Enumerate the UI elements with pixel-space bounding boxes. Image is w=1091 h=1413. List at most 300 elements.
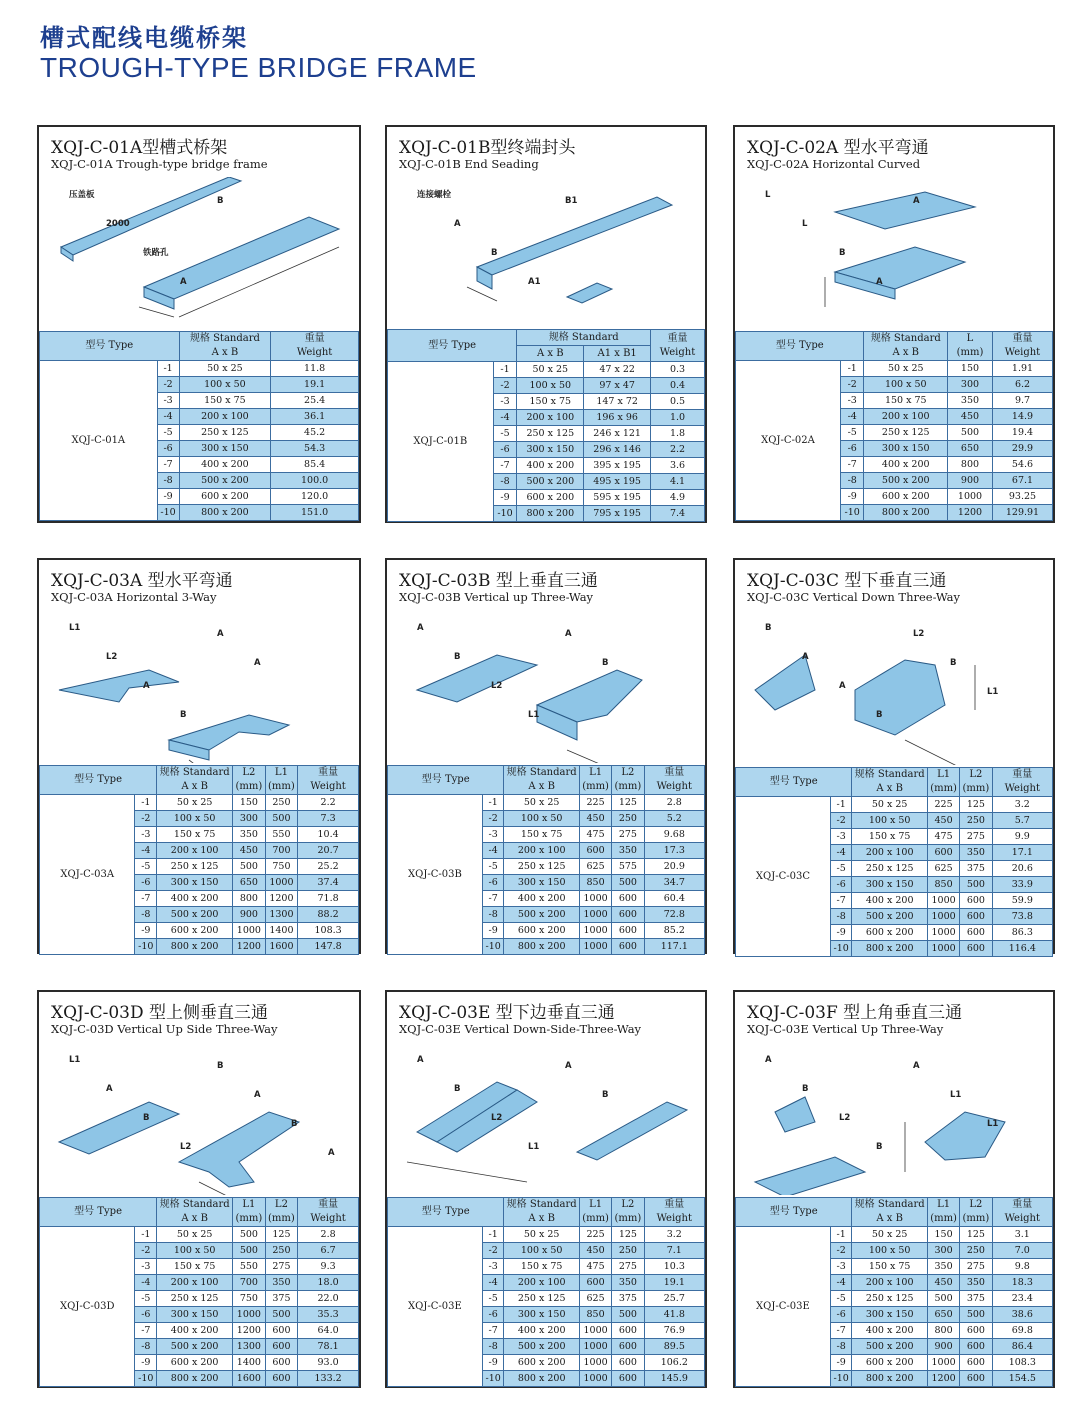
size-axb: 500 x 200 (157, 1339, 233, 1355)
header-l2-label: L2 (621, 1199, 635, 1210)
size-axb: 100 x 50 (517, 378, 584, 394)
size-a1b1: 395 x 195 (584, 458, 651, 474)
row-index: -2 (493, 378, 517, 394)
row-index: -7 (135, 891, 157, 907)
header-mm: (mm) (962, 1213, 990, 1224)
header-type: 型号 Type (736, 1198, 852, 1227)
weight-value: 76.9 (644, 1323, 704, 1339)
card-title-en: XQJ-C-03E Vertical Down-Side-Three-Way (399, 1022, 642, 1036)
row-index: -8 (830, 1339, 852, 1355)
weight-value: 37.4 (298, 875, 359, 891)
end-cap-part (567, 283, 612, 303)
spec-table (387, 1197, 705, 1387)
card-title-en: XQJ-C-03C Vertical Down Three-Way (747, 590, 961, 604)
row-index: -1 (830, 797, 852, 813)
length-l2: 500 (960, 877, 992, 893)
weight-value: 36.1 (271, 409, 359, 425)
dimension-label: L1 (69, 1055, 81, 1065)
header-weight (271, 332, 359, 361)
weight-value: 67.1 (992, 473, 1052, 489)
length-l2: 275 (612, 827, 644, 843)
weight-value: 54.6 (992, 457, 1052, 473)
product-card-02a (733, 125, 1055, 523)
header-standard-label: 规格 Standard (159, 767, 230, 778)
weight-value: 34.7 (644, 875, 704, 891)
length-l1: 550 (265, 827, 298, 843)
weight-value: 133.2 (298, 1371, 359, 1387)
weight-value: 25.7 (644, 1291, 704, 1307)
row-index: -9 (830, 925, 852, 941)
header-standard-label: 规格 Standard (506, 1199, 577, 1210)
length-l: 150 (948, 361, 993, 377)
row-index: -4 (157, 409, 179, 425)
row-index: -6 (493, 442, 517, 458)
size-axb: 500 x 200 (179, 473, 271, 489)
length-l2: 600 (960, 1339, 992, 1355)
size-axb: 50 x 25 (864, 361, 948, 377)
cover-plate-part (59, 670, 179, 702)
spec-table (735, 767, 1053, 957)
dimension-label: B (217, 1061, 224, 1071)
weight-value: 88.2 (298, 907, 359, 923)
weight-value: 19.1 (644, 1275, 704, 1291)
weight-value: 9.3 (298, 1259, 359, 1275)
row-index: -4 (493, 410, 517, 426)
row-index: -7 (493, 458, 517, 474)
header-l2 (960, 768, 992, 797)
dimension-label: A (913, 1061, 920, 1071)
size-axb: 600 x 200 (852, 1355, 927, 1371)
row-index: -6 (830, 1307, 852, 1323)
card-title-cn: XQJ-C-03F 型上角垂直三通 (747, 1003, 963, 1023)
length-l1: 500 (233, 1243, 266, 1259)
size-axb: 100 x 50 (852, 1243, 927, 1259)
length-l1: 1300 (233, 1339, 266, 1355)
row-index: -6 (840, 441, 864, 457)
weight-value: 1.91 (992, 361, 1052, 377)
size-axb: 600 x 200 (504, 1355, 579, 1371)
end-cap-part (775, 1097, 815, 1132)
header-weight-en: Weight (1004, 347, 1041, 358)
spec-table (387, 329, 705, 522)
header-l1 (233, 1198, 266, 1227)
length-l1: 625 (579, 1291, 611, 1307)
header-type: 型号 Type (388, 330, 517, 362)
row-index: -1 (830, 1227, 852, 1243)
header-weight (651, 330, 705, 362)
row-index: -9 (135, 1355, 157, 1371)
dimension-label: A (839, 681, 846, 691)
card-title-cn: XQJ-C-03B 型上垂直三通 (399, 571, 598, 591)
length-l1: 1000 (233, 1307, 266, 1323)
weight-value: 4.9 (651, 490, 705, 506)
header-standard-label: 规格 Standard (159, 1199, 230, 1210)
dimension-label: B (950, 658, 957, 668)
card-title-en: XQJ-C-02A Horizontal Curved (747, 157, 921, 171)
header-mm: (mm) (930, 1213, 957, 1224)
weight-value: 3.2 (992, 797, 1052, 813)
header-standard (179, 332, 271, 361)
size-axb: 200 x 100 (864, 409, 948, 425)
size-axb: 500 x 200 (852, 1339, 927, 1355)
header-l1 (265, 766, 298, 795)
dimension-label: B (491, 248, 498, 258)
length-l1: 450 (927, 813, 959, 829)
length-l1: 1000 (927, 909, 959, 925)
weight-value: 10.3 (644, 1259, 704, 1275)
row-index: -10 (482, 1371, 504, 1387)
size-axb: 200 x 100 (157, 1275, 233, 1291)
row-index: -1 (135, 795, 157, 811)
length-l1: 1000 (579, 1323, 611, 1339)
length-l1: 450 (927, 1275, 959, 1291)
length-l1: 1400 (265, 923, 298, 939)
size-axb: 100 x 50 (504, 811, 579, 827)
dimension-label: L2 (839, 1113, 851, 1123)
length-l2: 250 (960, 813, 992, 829)
dimension-label: B (876, 1142, 883, 1152)
model-code: XQJ-C-03D (40, 1227, 135, 1387)
header-standard (504, 766, 579, 795)
size-axb: 100 x 50 (157, 811, 233, 827)
cover-plate-part (755, 655, 815, 710)
size-axb: 800 x 200 (852, 941, 927, 957)
length-l2: 650 (233, 875, 266, 891)
header-weight-cn: 重量 (664, 1199, 685, 1210)
size-a1b1: 296 x 146 (584, 442, 651, 458)
cover-plate-part (835, 192, 975, 229)
weight-value: 18.0 (298, 1275, 359, 1291)
size-axb: 300 x 150 (517, 442, 584, 458)
length-l2: 125 (960, 797, 992, 813)
row-index: -9 (135, 923, 157, 939)
cover-plate-part (755, 1157, 865, 1195)
length-l1: 1000 (927, 941, 959, 957)
header-weight (298, 1198, 359, 1227)
length-l1: 475 (927, 829, 959, 845)
size-axb: 150 x 75 (852, 829, 927, 845)
length-l2: 125 (612, 795, 644, 811)
length-l2: 350 (960, 1275, 992, 1291)
row-index: -7 (830, 1323, 852, 1339)
length-l2: 275 (960, 829, 992, 845)
size-axb: 100 x 50 (864, 377, 948, 393)
header-weight-cn: 重量 (667, 332, 688, 344)
header-weight (992, 768, 1052, 797)
spec-table (735, 1197, 1053, 1387)
length-l: 1000 (948, 489, 993, 505)
weight-value: 154.5 (992, 1371, 1052, 1387)
table-row (736, 361, 1053, 377)
weight-value: 1.8 (651, 426, 705, 442)
row-index: -5 (482, 1291, 504, 1307)
length-l2: 600 (960, 1323, 992, 1339)
header-weight-cn: 重量 (1012, 769, 1033, 780)
length-l1: 150 (927, 1227, 959, 1243)
length-l2: 600 (265, 1339, 298, 1355)
weight-value: 19.1 (271, 377, 359, 393)
dimension-label: B (291, 1119, 298, 1129)
size-axb: 800 x 200 (864, 505, 948, 521)
header-l1 (579, 766, 611, 795)
row-index: -5 (493, 426, 517, 442)
dimension-label: A (913, 196, 920, 206)
length-l1: 850 (579, 1307, 611, 1323)
dimension-label: L (802, 219, 808, 229)
length-l2: 600 (960, 893, 992, 909)
size-axb: 400 x 200 (852, 893, 927, 909)
length-l1: 1000 (579, 1355, 611, 1371)
size-axb: 150 x 75 (157, 1259, 233, 1275)
header-type: 型号 Type (388, 1198, 504, 1227)
header-l1-label: L1 (274, 767, 288, 778)
length-l: 650 (948, 441, 993, 457)
dimension-label: A (106, 1084, 113, 1094)
size-axb: 50 x 25 (504, 1227, 579, 1243)
model-code: XQJ-C-03E (736, 1227, 831, 1387)
length-l1: 600 (927, 845, 959, 861)
weight-value: 2.2 (651, 442, 705, 458)
cover-plate-part (417, 655, 537, 702)
weight-value: 41.8 (644, 1307, 704, 1323)
row-index: -5 (830, 1291, 852, 1307)
weight-value: 69.8 (992, 1323, 1052, 1339)
length-l1: 1000 (927, 1355, 959, 1371)
size-a1b1: 147 x 72 (584, 394, 651, 410)
dimension-label: 压盖板 (69, 190, 95, 200)
header-weight-en: Weight (656, 781, 693, 792)
length-l1: 1400 (233, 1355, 266, 1371)
size-axb: 600 x 200 (852, 925, 927, 941)
weight-value: 7.1 (644, 1243, 704, 1259)
header-type: 型号 Type (40, 766, 157, 795)
weight-value: 86.4 (992, 1339, 1052, 1355)
row-index: -9 (157, 489, 179, 505)
dimension-label: L1 (950, 1090, 962, 1100)
row-index: -9 (840, 489, 864, 505)
size-axb: 300 x 150 (179, 441, 271, 457)
page-title-cn: 槽式配线电缆桥架 (40, 24, 248, 52)
length-l1: 300 (927, 1243, 959, 1259)
angle-part (577, 1102, 687, 1160)
weight-value: 129.91 (992, 505, 1052, 521)
header-l1 (927, 768, 959, 797)
dimension-label: B (876, 710, 883, 720)
header-weight (298, 766, 359, 795)
header-standard (864, 332, 948, 361)
row-index: -6 (482, 875, 504, 891)
cover-plate-part (59, 1102, 179, 1154)
weight-value: 9.9 (992, 829, 1052, 845)
row-index: -8 (830, 909, 852, 925)
header-type: 型号 Type (388, 766, 504, 795)
length-l1: 850 (927, 877, 959, 893)
table-row (40, 361, 359, 377)
length-l2: 600 (612, 891, 644, 907)
weight-value: 3.6 (651, 458, 705, 474)
length-l2: 575 (612, 859, 644, 875)
length-l2: 600 (960, 925, 992, 941)
length-l2: 600 (612, 939, 644, 955)
size-axb: 150 x 75 (517, 394, 584, 410)
size-axb: 300 x 150 (157, 875, 233, 891)
size-axb: 50 x 25 (852, 797, 927, 813)
weight-value: 72.8 (644, 907, 704, 923)
length-l2: 600 (612, 1371, 644, 1387)
length-l2: 600 (960, 909, 992, 925)
dimension-label: B (602, 1090, 609, 1100)
dimension-label: A1 (528, 277, 541, 287)
product-card-03a (37, 558, 361, 954)
header-l2 (233, 766, 266, 795)
header-mm: (mm) (956, 347, 984, 358)
row-index: -6 (135, 875, 157, 891)
length-l2: 375 (960, 861, 992, 877)
row-index: -6 (157, 441, 179, 457)
header-standard-label: 规格 Standard (854, 1199, 925, 1210)
length-l2: 1200 (233, 939, 266, 955)
row-index: -8 (840, 473, 864, 489)
size-axb: 100 x 50 (504, 1243, 579, 1259)
length-l1: 700 (233, 1275, 266, 1291)
dimension-label: 连接螺栓 (417, 190, 452, 200)
dimension-line (567, 750, 602, 763)
length-l2: 275 (960, 1259, 992, 1275)
row-index: -5 (840, 425, 864, 441)
length-l1: 1600 (233, 1371, 266, 1387)
header-standard-label: 规格 Standard (854, 769, 925, 780)
dimension-label: B (454, 1084, 461, 1094)
size-axb: 400 x 200 (517, 458, 584, 474)
dimension-label: B (180, 710, 187, 720)
length-l2: 300 (233, 811, 266, 827)
length-l2: 350 (960, 845, 992, 861)
dimension-label: L1 (528, 1142, 540, 1152)
length-l2: 600 (960, 941, 992, 957)
weight-value: 19.4 (992, 425, 1052, 441)
size-axb: 200 x 100 (157, 843, 233, 859)
header-mm: (mm) (268, 781, 295, 792)
row-index: -1 (840, 361, 864, 377)
length-l: 800 (948, 457, 993, 473)
size-axb: 200 x 100 (504, 1275, 579, 1291)
card-title-cn: XQJ-C-03E 型下边垂直三通 (399, 1003, 615, 1023)
length-l1: 550 (233, 1259, 266, 1275)
weight-value: 0.4 (651, 378, 705, 394)
length-l1: 1200 (927, 1371, 959, 1387)
length-l2: 500 (612, 875, 644, 891)
size-axb: 400 x 200 (504, 891, 579, 907)
length-l1: 750 (233, 1291, 266, 1307)
length-l1: 600 (579, 843, 611, 859)
size-axb: 100 x 50 (157, 1243, 233, 1259)
header-l1-label: L1 (589, 1199, 603, 1210)
size-axb: 600 x 200 (864, 489, 948, 505)
length-l1: 475 (579, 1259, 611, 1275)
row-index: -10 (482, 939, 504, 955)
size-axb: 250 x 125 (864, 425, 948, 441)
length-l2: 450 (233, 843, 266, 859)
row-index: -10 (830, 941, 852, 957)
header-type: 型号 Type (736, 768, 852, 797)
header-mm: (mm) (268, 1213, 295, 1224)
dimension-line (905, 740, 965, 765)
header-l1-label: L1 (937, 769, 951, 780)
dimension-label: A (565, 629, 572, 639)
weight-value: 64.0 (298, 1323, 359, 1339)
trough-part (477, 197, 672, 275)
product-illustration (39, 1042, 359, 1195)
header-weight (992, 1198, 1052, 1227)
dimension-label: B (802, 1084, 809, 1094)
size-axb: 250 x 125 (504, 1291, 579, 1307)
length-l2: 600 (612, 1339, 644, 1355)
length-l2: 250 (612, 1243, 644, 1259)
table-row (40, 795, 359, 811)
row-index: -7 (157, 457, 179, 473)
size-axb: 250 x 125 (517, 426, 584, 442)
header-l2-label: L2 (969, 769, 983, 780)
size-axb: 200 x 100 (179, 409, 271, 425)
length-l1: 350 (927, 1259, 959, 1275)
length-l2: 375 (612, 1291, 644, 1307)
header-weight-cn: 重量 (304, 333, 325, 344)
length-l1: 1000 (579, 939, 611, 955)
row-index: -4 (840, 409, 864, 425)
row-index: -9 (830, 1355, 852, 1371)
length-l: 450 (948, 409, 993, 425)
weight-value: 151.0 (271, 505, 359, 521)
row-index: -5 (482, 859, 504, 875)
model-code: XQJ-C-01A (40, 361, 158, 521)
row-index: -5 (135, 1291, 157, 1307)
product-illustration (735, 1042, 1053, 1195)
dimension-label: L2 (491, 681, 503, 691)
dimension-label: A (765, 1055, 772, 1065)
header-l1-label: L1 (589, 767, 603, 778)
row-index: -6 (135, 1307, 157, 1323)
size-axb: 400 x 200 (504, 1323, 579, 1339)
spec-table (387, 765, 705, 955)
size-axb: 500 x 200 (504, 1339, 579, 1355)
size-axb: 800 x 200 (517, 506, 584, 522)
dimension-label: A (143, 681, 150, 691)
weight-value: 2.8 (644, 795, 704, 811)
row-index: -7 (482, 891, 504, 907)
length-l1: 1300 (265, 907, 298, 923)
weight-value: 71.8 (298, 891, 359, 907)
model-code: XQJ-C-03E (388, 1227, 483, 1387)
row-index: -10 (157, 505, 179, 521)
length-l: 1200 (948, 505, 993, 521)
length-l2: 800 (233, 891, 266, 907)
weight-value: 45.2 (271, 425, 359, 441)
size-axb: 200 x 100 (504, 843, 579, 859)
length-l2: 500 (960, 1307, 992, 1323)
dimension-label: B (839, 248, 846, 258)
size-axb: 400 x 200 (864, 457, 948, 473)
length-l: 500 (948, 425, 993, 441)
length-l2: 125 (612, 1227, 644, 1243)
length-l2: 600 (612, 1355, 644, 1371)
size-axb: 500 x 200 (504, 907, 579, 923)
row-index: -2 (840, 377, 864, 393)
size-axb: 500 x 200 (864, 473, 948, 489)
length-l1: 1000 (579, 891, 611, 907)
header-weight-en: Weight (310, 1213, 346, 1224)
row-index: -3 (493, 394, 517, 410)
size-axb: 250 x 125 (504, 859, 579, 875)
